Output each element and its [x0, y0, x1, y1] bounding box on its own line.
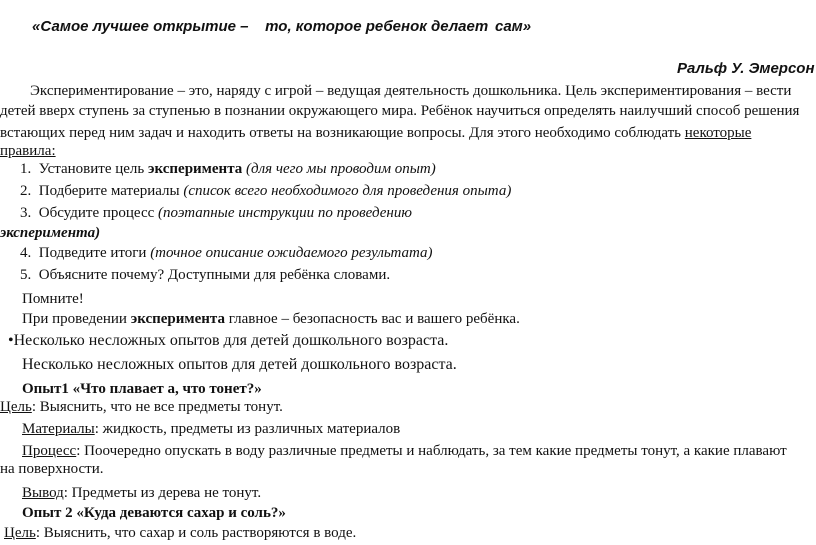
epigraph-quote-end: сам» [495, 18, 532, 35]
bullet-item: •Несколько несложных опытов для детей дошкольного возраста. [8, 332, 449, 349]
exp1-result: Вывод: Предметы из дерева не тонут. [22, 485, 262, 501]
intro-line-1: Экспериментирование – это, наряду с игрой – ведущая деятельность дошкольника. Цель экспериментирования – вести [30, 83, 792, 99]
rule-3: 3. Обсудите процесс (поэтапные инструкции по проведению [20, 205, 412, 221]
remember-text: При проведении эксперимента главное – безопасность вас и вашего ребёнка. [22, 311, 520, 327]
remember-title: Помните! [22, 291, 84, 307]
bullet-mark: • [8, 332, 14, 349]
section-subtitle: Несколько несложных опытов для детей дошкольного возраста. [22, 356, 457, 373]
exp1-goal: Цель: Выяснить, что не все предметы тонут. [0, 399, 283, 415]
rule-2: 2. Подберите материалы (список всего необходимого для проведения опыта) [20, 183, 512, 199]
epigraph-quote [32, 18, 488, 36]
exp2-goal: Цель: Выяснить, что сахар и соль растворяются в воде. [4, 525, 357, 541]
rule-1: 1. Установите цель эксперимента (для чего мы проводим опыт) [20, 161, 436, 177]
quote-part-1: «Самое лучшее открытие – [32, 18, 249, 35]
intro-line-3: встающих перед ним задач и находить ответы на возникающие вопросы. Для этого необходимо соблюдать некоторые [0, 125, 752, 141]
exp2-title: Опыт 2 «Куда деваются сахар и соль?» [22, 505, 286, 521]
intro-line-2: детей вверх ступень за ступенью в познании окружающего мира. Ребёнок научиться определять наилучший способ решения [0, 103, 800, 119]
exp1-title: Опыт1 «Что плавает а, что тонет?» [22, 381, 262, 397]
exp1-process: Процесс: Поочередно опускать в воду различные предметы и наблюдать, за тем какие предметы тонут, а какие плавают [22, 443, 787, 459]
rule-4: 4. Подведите итоги (точное описание ожидаемого результата) [20, 245, 433, 261]
quote-part-2: то, которое ребенок делает [265, 18, 489, 35]
rule-5: 5. Объясните почему? Доступными для ребёнка словами. [20, 267, 391, 283]
epigraph-author: Ральф У. Эмерсон [677, 60, 815, 77]
intro-line-4: правила: [0, 143, 56, 159]
exp1-process-cont: на поверхности. [0, 461, 104, 477]
exp1-materials: Материалы: жидкость, предметы из различных материалов [22, 421, 401, 437]
rule-3-cont: эксперимента) [0, 225, 101, 241]
